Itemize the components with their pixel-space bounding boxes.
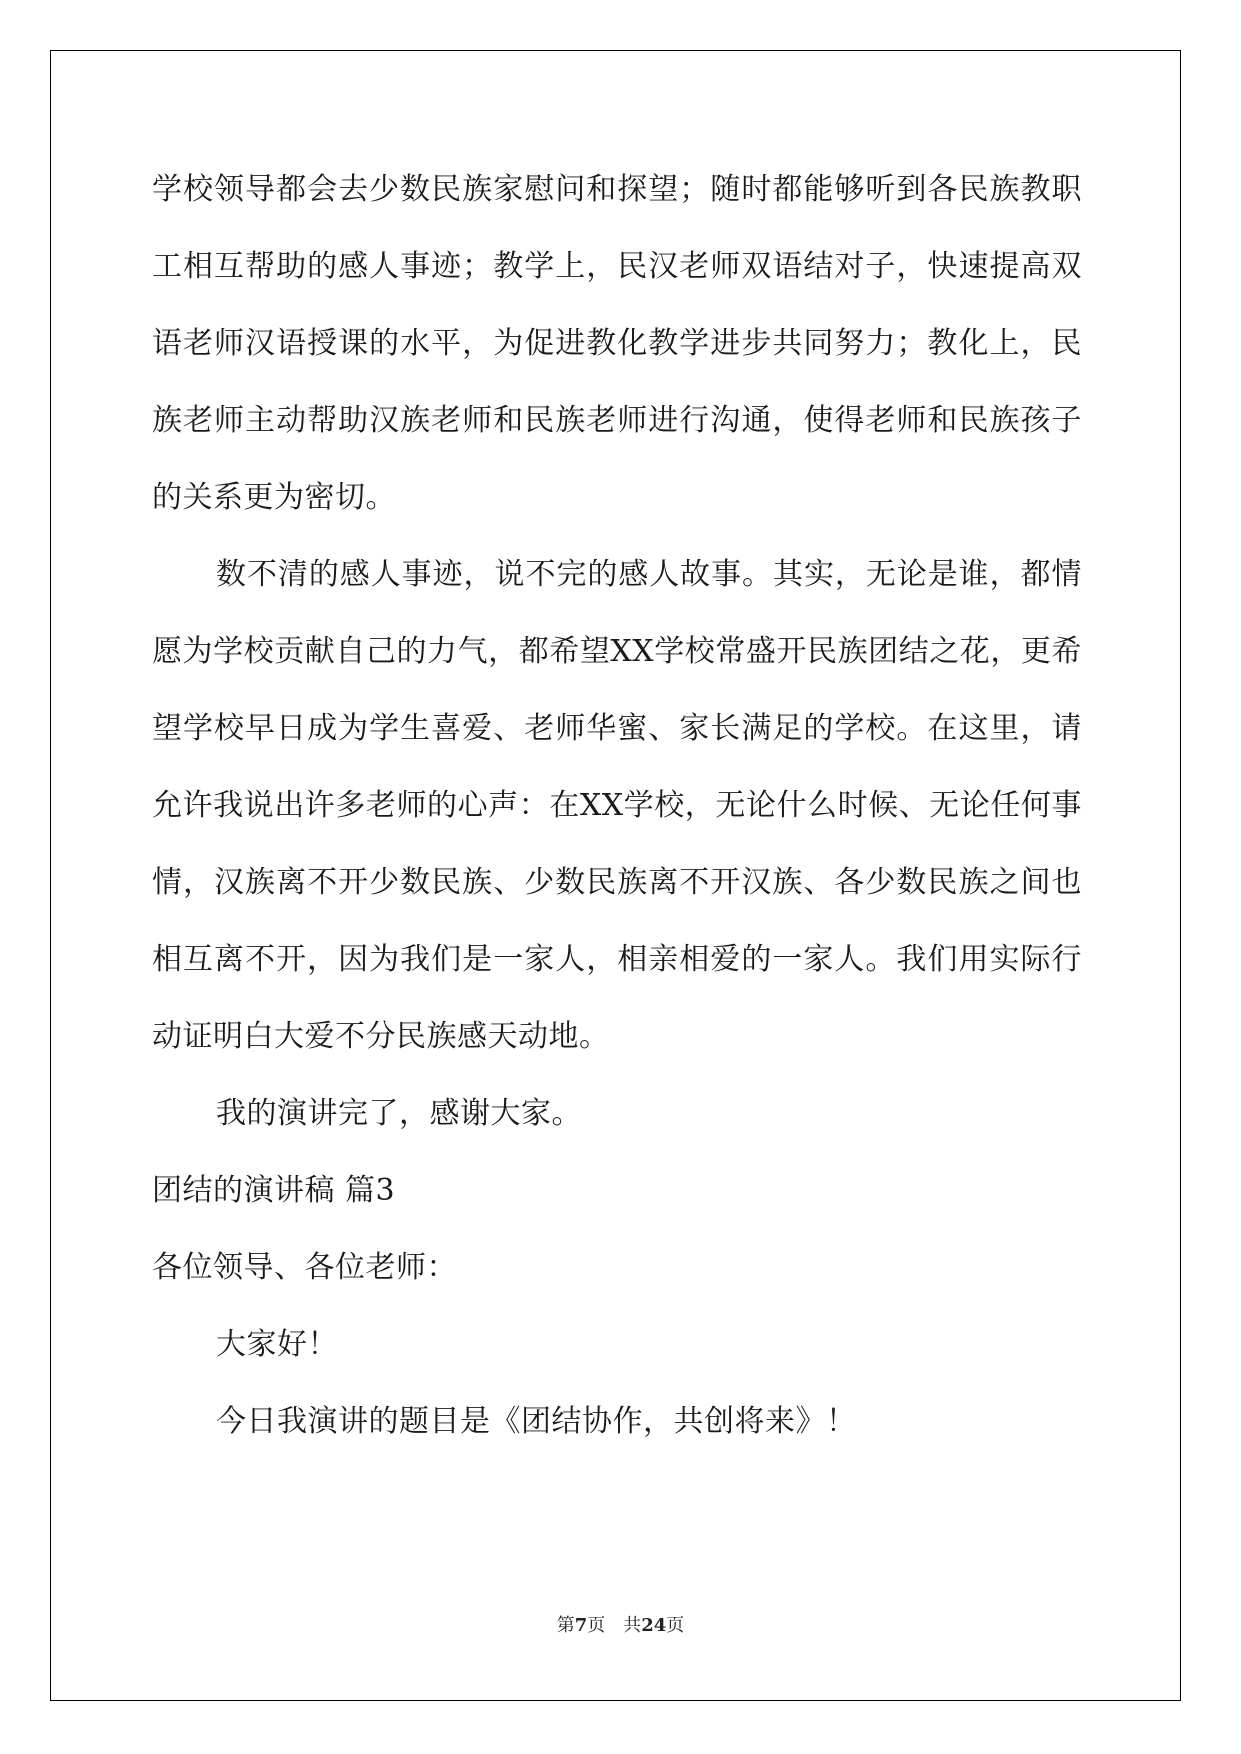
document-body bbox=[152, 160, 1082, 1469]
paragraph-line: 动证明白大爱不分民族感天动地。 bbox=[152, 1019, 610, 1054]
paragraph-line: 工相互帮助的感人事迹；教学上，民汉老师双语结对子，快速提高双 bbox=[152, 249, 1082, 284]
paragraph-line: 今日我演讲的题目是《团结协作，共创将来》！ bbox=[216, 1404, 857, 1439]
page-footer bbox=[0, 1611, 1241, 1637]
paragraph-line: 望学校早日成为学生喜爱、老师华蜜、家长满足的学校。在这里，请 bbox=[152, 711, 1082, 746]
paragraph-line: 愿为学校贡献自己的力气，都希望XX学校常盛开民族团结之花，更希 bbox=[152, 634, 1082, 669]
paragraph-line: 的关系更为密切。 bbox=[152, 480, 396, 515]
footer-page-number: 7 bbox=[574, 1615, 588, 1636]
footer-page-mid: 页 共 bbox=[587, 1615, 642, 1636]
paragraph-line: 我的演讲完了，感谢大家。 bbox=[216, 1096, 582, 1131]
paragraph-line: 族老师主动帮助汉族老师和民族老师进行沟通，使得老师和民族孩子 bbox=[152, 403, 1082, 438]
paragraph-line: 数不清的感人事迹，说不完的感人故事。其实，无论是谁，都情 bbox=[216, 557, 1082, 592]
paragraph-line: 允许我说出许多老师的心声：在XX学校，无论什么时候、无论任何事 bbox=[152, 788, 1082, 823]
salutation: 各位领导、各位老师： bbox=[152, 1250, 457, 1285]
paragraph-line: 语老师汉语授课的水平，为促进教化教学进步共同努力；教化上，民 bbox=[152, 326, 1082, 361]
footer-page-suffix: 页 bbox=[666, 1615, 685, 1636]
section-heading: 团结的演讲稿 篇3 bbox=[152, 1173, 396, 1208]
paragraph-line: 相互离不开，因为我们是一家人，相亲相爱的一家人。我们用实际行 bbox=[152, 942, 1082, 977]
greeting: 大家好！ bbox=[216, 1327, 338, 1362]
footer-total-pages: 24 bbox=[641, 1615, 667, 1636]
footer-page-prefix: 第 bbox=[556, 1615, 575, 1636]
paragraph-line: 学校领导都会去少数民族家慰问和探望；随时都能够听到各民族教职 bbox=[152, 172, 1082, 207]
paragraph-line: 情，汉族离不开少数民族、少数民族离不开汉族、各少数民族之间也 bbox=[152, 865, 1082, 900]
